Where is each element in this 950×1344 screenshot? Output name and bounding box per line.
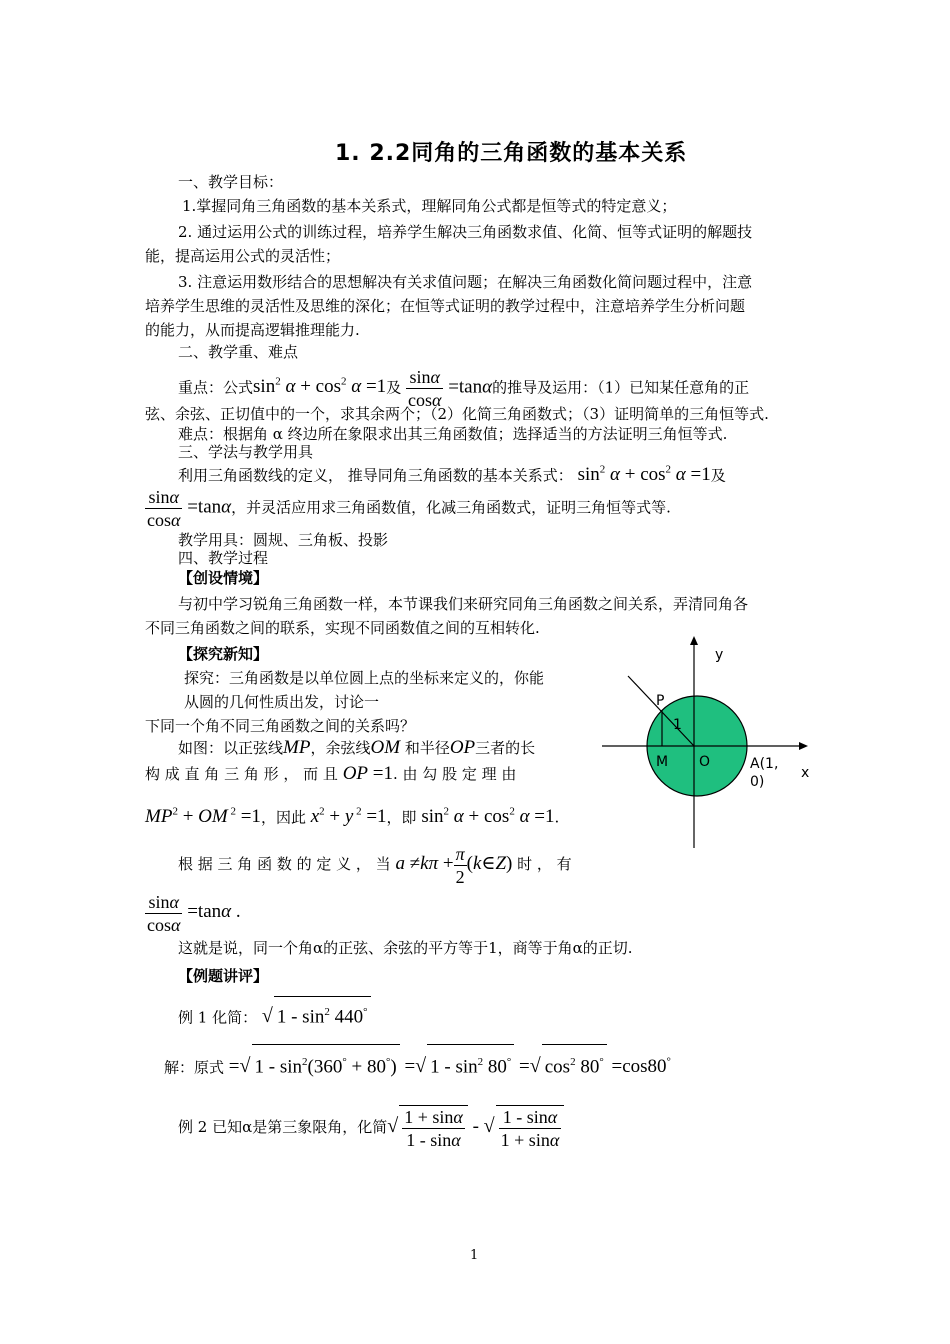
point-p-label: P — [656, 693, 665, 709]
example-2-label: 例 2 已知 — [178, 1118, 243, 1136]
section-3-heading: 三、学法与教学用具 — [178, 443, 314, 461]
page-title: 1. 2.2同角的三角函数的基本关系 — [335, 141, 688, 166]
pyth-text-b: ，即 — [386, 808, 417, 827]
angle-condition: a ≠kπ + — [395, 853, 454, 874]
goal-1: 1.掌握同角三角函数的基本关系式，理解同角公式都是恒等式的特定意义； — [182, 197, 677, 215]
fig-desc-a: 如图：以正弦线 — [178, 739, 284, 757]
op-equals-one: OP =1 — [342, 763, 393, 784]
radius-op: OP — [449, 737, 476, 758]
radius-length-label: 1 — [673, 717, 682, 733]
pythagorean-sin-cos: $\sin^2 \alpha + \cos^2 \alpha =1$ — [421, 806, 555, 828]
key-and: 及 — [386, 378, 402, 397]
conclusion: 这就是说，同一个角α的正弦、余弦的平方等于1，商等于角α的正切. — [178, 939, 633, 957]
pythagorean-xy: $x^2 + y$ $^2$ =1 — [310, 806, 387, 828]
fig-desc-e: 构 成 直 角 三 角 形 ， 而 且 — [145, 765, 338, 783]
k-in-z: (k∈Z) — [466, 853, 513, 874]
point-m-label: M — [656, 754, 669, 770]
difficulty: 难点：根据角 α 终边所在象限求出其三角函数值；选择适当的方法证明三角恒等式. — [178, 425, 728, 443]
goal-3-line-1: 3. 注意运用数形结合的思想解决有关求值问题；在解决三角函数化简问题过程中，注意 — [178, 273, 753, 291]
explore-line-1: 探究：三角函数是以单位圆上点的坐标来定义的，你能 — [184, 669, 545, 687]
goal-2-line-1: 2. 通过运用公式的训练过程，培养学生解决三角函数求值、化简、恒等式证明的解题技 — [178, 223, 753, 241]
example-2-expression: √ $\frac{1 + \sin\alpha}{1 - \sin\alpha}$ - √ $\frac{1 - \sin\alpha}{1 + \sin\alpha}$ — [387, 1116, 564, 1137]
x-axis-label: x — [801, 765, 810, 781]
method-line-1 — [178, 460, 726, 485]
pythagorean-mp-om: $MP^2$ + OM $^2$ =1 — [145, 806, 261, 828]
key-formula-1: $\sin^2 \alpha + \cos^2 \alpha =1$ — [253, 376, 387, 398]
point-a-label-line-2: 0) — [750, 774, 765, 790]
pyth-text-a: ，因此 — [260, 808, 306, 827]
fig-desc-d: 三者的长 — [475, 739, 536, 757]
x-axis-arrow — [799, 742, 808, 750]
method-formula-2-rhs: =tanα — [182, 496, 232, 518]
goal-3-line-2: 培养学生思维的灵活性及思维的深化；在恒等式证明的教学过程中，注意培养学生分析问题 — [145, 297, 746, 315]
section-4-heading: 四、教学过程 — [178, 549, 269, 567]
key-suffix: 的推导及运用：（1）已知某任意角的正 — [492, 378, 750, 397]
pythagorean-line: $MP^2$ + OM $^2$ =1，因此 $x^2 + y$ $^2$ =1，即 $\sin^2 \alpha + \cos^2 \alpha =1$. — [145, 806, 560, 828]
method-formula-2-fraction: $\frac{\sin\alpha}{\cos\alpha}$ — [147, 487, 181, 530]
method-suffix: ，并灵活应用求三角函数值，化减三角函数式，证明三角恒等式等. — [231, 498, 671, 517]
fig-desc-f: . 由 勾 股 定 理 由 — [393, 765, 517, 783]
figure-desc-line-1 — [178, 738, 535, 758]
example-1 — [178, 996, 371, 1032]
y-axis-arrow — [690, 636, 698, 645]
situation-line-2: 不同三角函数之间的联系，实现不同函数值之间的互相转化. — [145, 619, 540, 637]
section-1-heading: 一、教学目标： — [178, 173, 284, 191]
solution-1 — [164, 1044, 671, 1084]
goal-2-line-2: 能，提高运用公式的灵活性； — [145, 247, 341, 265]
tan-identity-line — [145, 890, 241, 936]
fig-desc-c: 和半径 — [404, 739, 450, 757]
goal-3-line-3: 的能力，从而提高逻辑推理能力. — [145, 321, 360, 339]
def-text-b: 时 ， 有 — [517, 855, 572, 873]
sine-line-mp: MP — [283, 737, 311, 758]
example-1-expression: √ $1 - \sin^2 440^\circ$ — [262, 1006, 371, 1027]
definition-line — [178, 842, 572, 888]
examples-tag: 【例题讲评】 — [178, 967, 269, 985]
unit-circle-figure — [596, 630, 826, 852]
explore-line-3: 下同一个角不同三角函数之间的关系吗？ — [145, 717, 416, 735]
point-a-label-line-1: A(1, — [750, 756, 779, 772]
example-2 — [178, 1100, 564, 1153]
cosine-line-om: OM — [370, 737, 401, 758]
section-2-heading: 二、教学重、难点 — [178, 343, 299, 361]
page-number: 1 — [470, 1248, 479, 1263]
explore-line-2: 从圆的几何性质出发，讨论一 — [184, 693, 380, 711]
solution-steps: =√ $1 - \sin^2(360^\circ + 80^\circ)$ =√ $1 - \sin^2 80^\circ$ =√ $\cos^2 80^\circ =\cos 80^\circ$ — [229, 1056, 671, 1077]
method-formula-1: $\sin^2 \alpha + \cos^2 \alpha =1$ — [577, 464, 711, 486]
pi-over-2-fraction: $\frac{\pi}{2}$ — [455, 843, 465, 887]
key-points-line-2: 弦、余弦、正切值中的一个，求其余两个；（2）化简三角函数式；（3）证明简单的三角恒等式. — [145, 405, 769, 423]
fig-desc-b: ，余弦线 — [310, 739, 371, 757]
tan-identity-rhs: =tanα . — [182, 901, 241, 922]
solution-label: 解：原式 — [164, 1058, 225, 1077]
method-and: 及 — [710, 466, 726, 485]
explore-tag: 【探究新知】 — [178, 645, 269, 663]
method-prefix: 利用三角函数线的定义， 推导同角三角函数的基本关系式： — [178, 466, 573, 485]
key-formula-2-fraction: $\frac{\sin\alpha}{\cos\alpha}$ — [407, 366, 442, 410]
situation-tag: 【创设情境】 — [178, 569, 269, 587]
situation-line-1: 与初中学习锐角三角函数一样，本节课我们来研究同角三角函数之间关系，弄清同角各 — [178, 595, 749, 613]
example-2-text: α是第三象限角，化简 — [242, 1118, 388, 1136]
y-axis-label: y — [715, 647, 724, 663]
example-1-label: 例 1 化简： — [178, 1008, 258, 1027]
key-prefix: 重点：公式 — [178, 378, 254, 397]
tan-identity-fraction: $\frac{\sin\alpha}{\cos\alpha}$ — [147, 891, 181, 935]
origin-label: O — [699, 754, 711, 770]
def-text-a: 根 据 三 角 函 数 的 定 义 ， 当 — [178, 855, 391, 873]
method-line-2 — [145, 486, 671, 531]
teaching-tools: 教学用具：圆规、三角板、投影 — [178, 531, 389, 549]
key-formula-2-rhs: =tanα — [443, 376, 493, 398]
figure-desc-line-2 — [145, 764, 516, 784]
